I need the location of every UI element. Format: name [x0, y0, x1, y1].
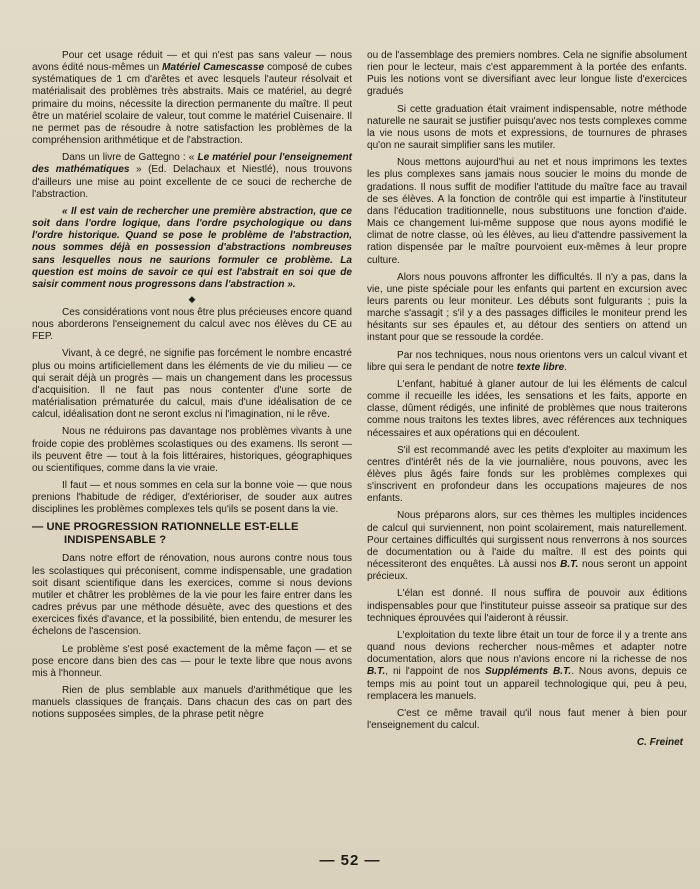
- paragraph: Nous ne réduirons pas davantage nos problèmes vivants à une froide copie des problèmes scolastiques ou des examens. Ils seront — ils peuvent être — tout à la fois littéraires, historiques, géographiques ou scientifiques, comme dans la vie vraie.: [32, 426, 352, 474]
- text-run: Pour cet usage réduit — et qui n'est pas sans valeur — nous avons édité nous-mêmes un: [32, 50, 352, 74]
- diamond-separator-icon: ◆: [188, 293, 196, 304]
- text-run: Nous préparons alors, sur ces thèmes les multiples incidences de calcul qui surviennent, non point scolairement, mais naturellement. Pour certaines difficultés qui surgissent nous renverrons à nos sources de documentation ou à l'aide du maître. Il est des points qui nécessiteront des enquêtes. Là aussi nos: [367, 510, 687, 571]
- text-run: , ni l'appoint de nos: [385, 666, 485, 678]
- left-column: [32, 50, 352, 727]
- paragraph: [367, 630, 687, 703]
- text-run: .: [564, 361, 567, 373]
- paragraph: L'élan est donné. Il nous suffira de pouvoir aux éditions indispensables pour que l'instituteur puisse asseoir sa pratique sur des techniques éprouvées qui l'aideront à réussir.: [367, 588, 687, 624]
- text-run: Par nos techniques, nous nous orientons vers un calcul vivant et libre qui sera le pendant de notre: [367, 349, 687, 373]
- section-heading-line: INDISPENSABLE ?: [64, 534, 167, 547]
- page-number: — 52 —: [319, 852, 381, 869]
- text-run: Dans un livre de Gattegno : «: [62, 152, 198, 164]
- paragraph: Il faut — et nous sommes en cela sur la bonne voie — que nous prenions l'habitude de rédiger, d'extérioriser, de souder aux autres disciplines les problèmes complexes tels qu'ils se posent dans la vie.: [32, 480, 352, 516]
- text-run: composé de cubes systématiques de 1 cm d'arêtes et avec lesquels l'auteur résolvait et matérialisait des problèmes très abstraits. Mais ce matériel, au degré primaire du moins, nécessite la direction permanente du maître. Il peut être un matériel scolaire de valeur, tout comme le matériel Cuisenaire. Il ne permet pas de résoudre à notre satisfaction les problèmes de la compréhension arithmétique et de l'abstraction.: [32, 62, 352, 147]
- section-heading: [32, 521, 352, 547]
- block-quote: « Il est vain de rechercher une première abstraction, que ce soit dans l'ordre logique, dans l'ordre psychologique ou dans l'ordre historique. Quand se pose le problème de l'abstraction, nous sommes déjà en possession d'abstractions nombreuses sans lesquelles nous ne saurions formuler ce problème. La question est moins de savoir ce qui est l'abstrait en soi que de saisir comment nous progressons dans l'abstraction ».: [32, 205, 352, 290]
- text-run: » (Ed. Delachaux et Niestlé), nous trouvons d'ailleurs une mise au point excellente de ce souci de recherche de l'abstraction.: [32, 164, 352, 200]
- product-name: Matériel Camescasse: [162, 62, 265, 74]
- emphasis: texte libre: [516, 361, 565, 373]
- emphasis: B.T.: [560, 559, 579, 571]
- paragraph: L'enfant, habitué à glaner autour de lui les éléments de calcul comme il recueille les idées, les sensations et les faits, apporte en classe, dûment rédigés, une infinité de problèmes que nous traiterons comme nous traitons les textes libres, avec références aux techniques nécessaires et aux opérations qui en découlent.: [367, 378, 687, 439]
- paragraph: S'il est recommandé avec les petits d'exploiter au maximum les centres d'intérêt nés de la vie journalière, nous pouvons, avec les élèves plus âgés faire fonds sur les problèmes complexes qui s'inscrivent en profondeur dans les occupations majeures de nos enfants.: [367, 444, 687, 505]
- text-run: . Nous avons, depuis ce temps mis au point tout un appareil technologique qui, peu à peu, remplacera les manuels.: [367, 666, 687, 702]
- paragraph: Le problème s'est posé exactement de la même façon — et se pose encore dans bien des cas — pour le texte libre que nous avons mis à l'honneur.: [32, 643, 352, 679]
- author-signature: C. Freinet: [636, 737, 683, 749]
- paragraph: Si cette graduation était vraiment indispensable, notre méthode naturelle ne saurait se justifier puisqu'avec nos tests complexes comme la vie nous usons de mots et expressions, de tournures de phrases qu'on ne saurait simplifier sans les mutiler.: [367, 103, 687, 152]
- paragraph: Alors nous pouvons affronter les difficultés. Il n'y a pas, dans la vie, une piste spéciale pour les enfants qui partent en excursion avec leurs parents ou leur moniteur. Les débuts sont fulgurants ; puis la marche s'assagit ; s'il y a des passages difficiles le moniteur prend les hésitants sur ses épaules et, au détour des sentiers on attend un instant pour que se ressoude la cordée.: [367, 271, 687, 344]
- book-title: Le matériel pour l'enseignement des mathématiques: [32, 152, 352, 176]
- paragraph: Rien de plus semblable aux manuels d'arithmétique que les manuels classiques de français. Dans chacun des cas on part des notions supposées simples, de la phrase petit nègre: [32, 685, 352, 721]
- section-heading-line: — UNE PROGRESSION RATIONNELLE EST-ELLE: [32, 521, 299, 534]
- paragraph: [367, 350, 687, 374]
- paragraph: [32, 152, 352, 201]
- paragraph: C'est ce même travail qu'il nous faut mener à bien pour l'enseignement du calcul.: [367, 707, 687, 731]
- paragraph: Vivant, à ce degré, ne signifie pas forcément le nombre encastré plus ou moins artificiellement dans les éléments de vie du milieu — ce qui serait déjà un progrès — mais un changement dans les processus d'acquisition. Il ne faut pas nous contenter d'une sorte de matérialisation prématurée du calcul, mais d'une idéalisation de ce calcul, idéalisation dont ne seront exclus ni l'imagination, ni le rêve.: [32, 348, 352, 421]
- emphasis: B.T.: [367, 666, 386, 678]
- paragraph: Ces considérations vont nous être plus précieuses encore quand nous aborderons l'enseignement du calcul avec nos élèves du CE au FEP.: [32, 306, 352, 343]
- right-column: [367, 50, 687, 749]
- paragraph: Dans notre effort de rénovation, nous aurons contre nous tous les scolastiques qui préconisent, comme indispensable, une gradation soit disant scientifique dans les exercices, comme si nous devions mutiler et châtrer les problèmes de la vie pour les faire entrer dans les cadres prévus par une méthode désuète, avec des questions et des exercices fixés d'avance, et la possibilité, bien entendu, de mesurer les échelons de l'ascension.: [32, 553, 352, 638]
- text-run: nous seront un appoint précieux.: [367, 559, 688, 583]
- text-run: L'exploitation du texte libre était un tour de force il y a trente ans quand nous devions rechercher nous-mêmes et adapter notre documentation, alors que nous n'avions encore ni la richesse de nos: [367, 629, 687, 666]
- paragraph: [32, 50, 352, 147]
- paragraph: Nous mettons aujourd'hui au net et nous imprimons les textes les plus complexes sans jamais nous soucier le moins du monde de gradations. Il nous suffit de modifier l'attitude du maître face au travail de ses élèves. A la fonction de contrôle qui est impartie à l'instituteur dans l'éducation traditionnelle, nous substituons une fonction d'aide. Mais ce changement lui-même suppose que nous ayons modifié le climat de notre classe, où les élèves, au lieu d'attendre passivement la ration dispensée par le maître pourvoient eux-mêmes à leur propre culture.: [367, 157, 687, 266]
- emphasis: Suppléments B.T.: [484, 666, 572, 678]
- paragraph: ou de l'assemblage des premiers nombres. Cela ne signifie absolument rien pour le lecteur, mais c'est apparemment à la portée des enfants. Puis les notions vont se diversifiant avec leur longue liste d'exercices gradués: [367, 50, 687, 98]
- paragraph: [367, 510, 687, 583]
